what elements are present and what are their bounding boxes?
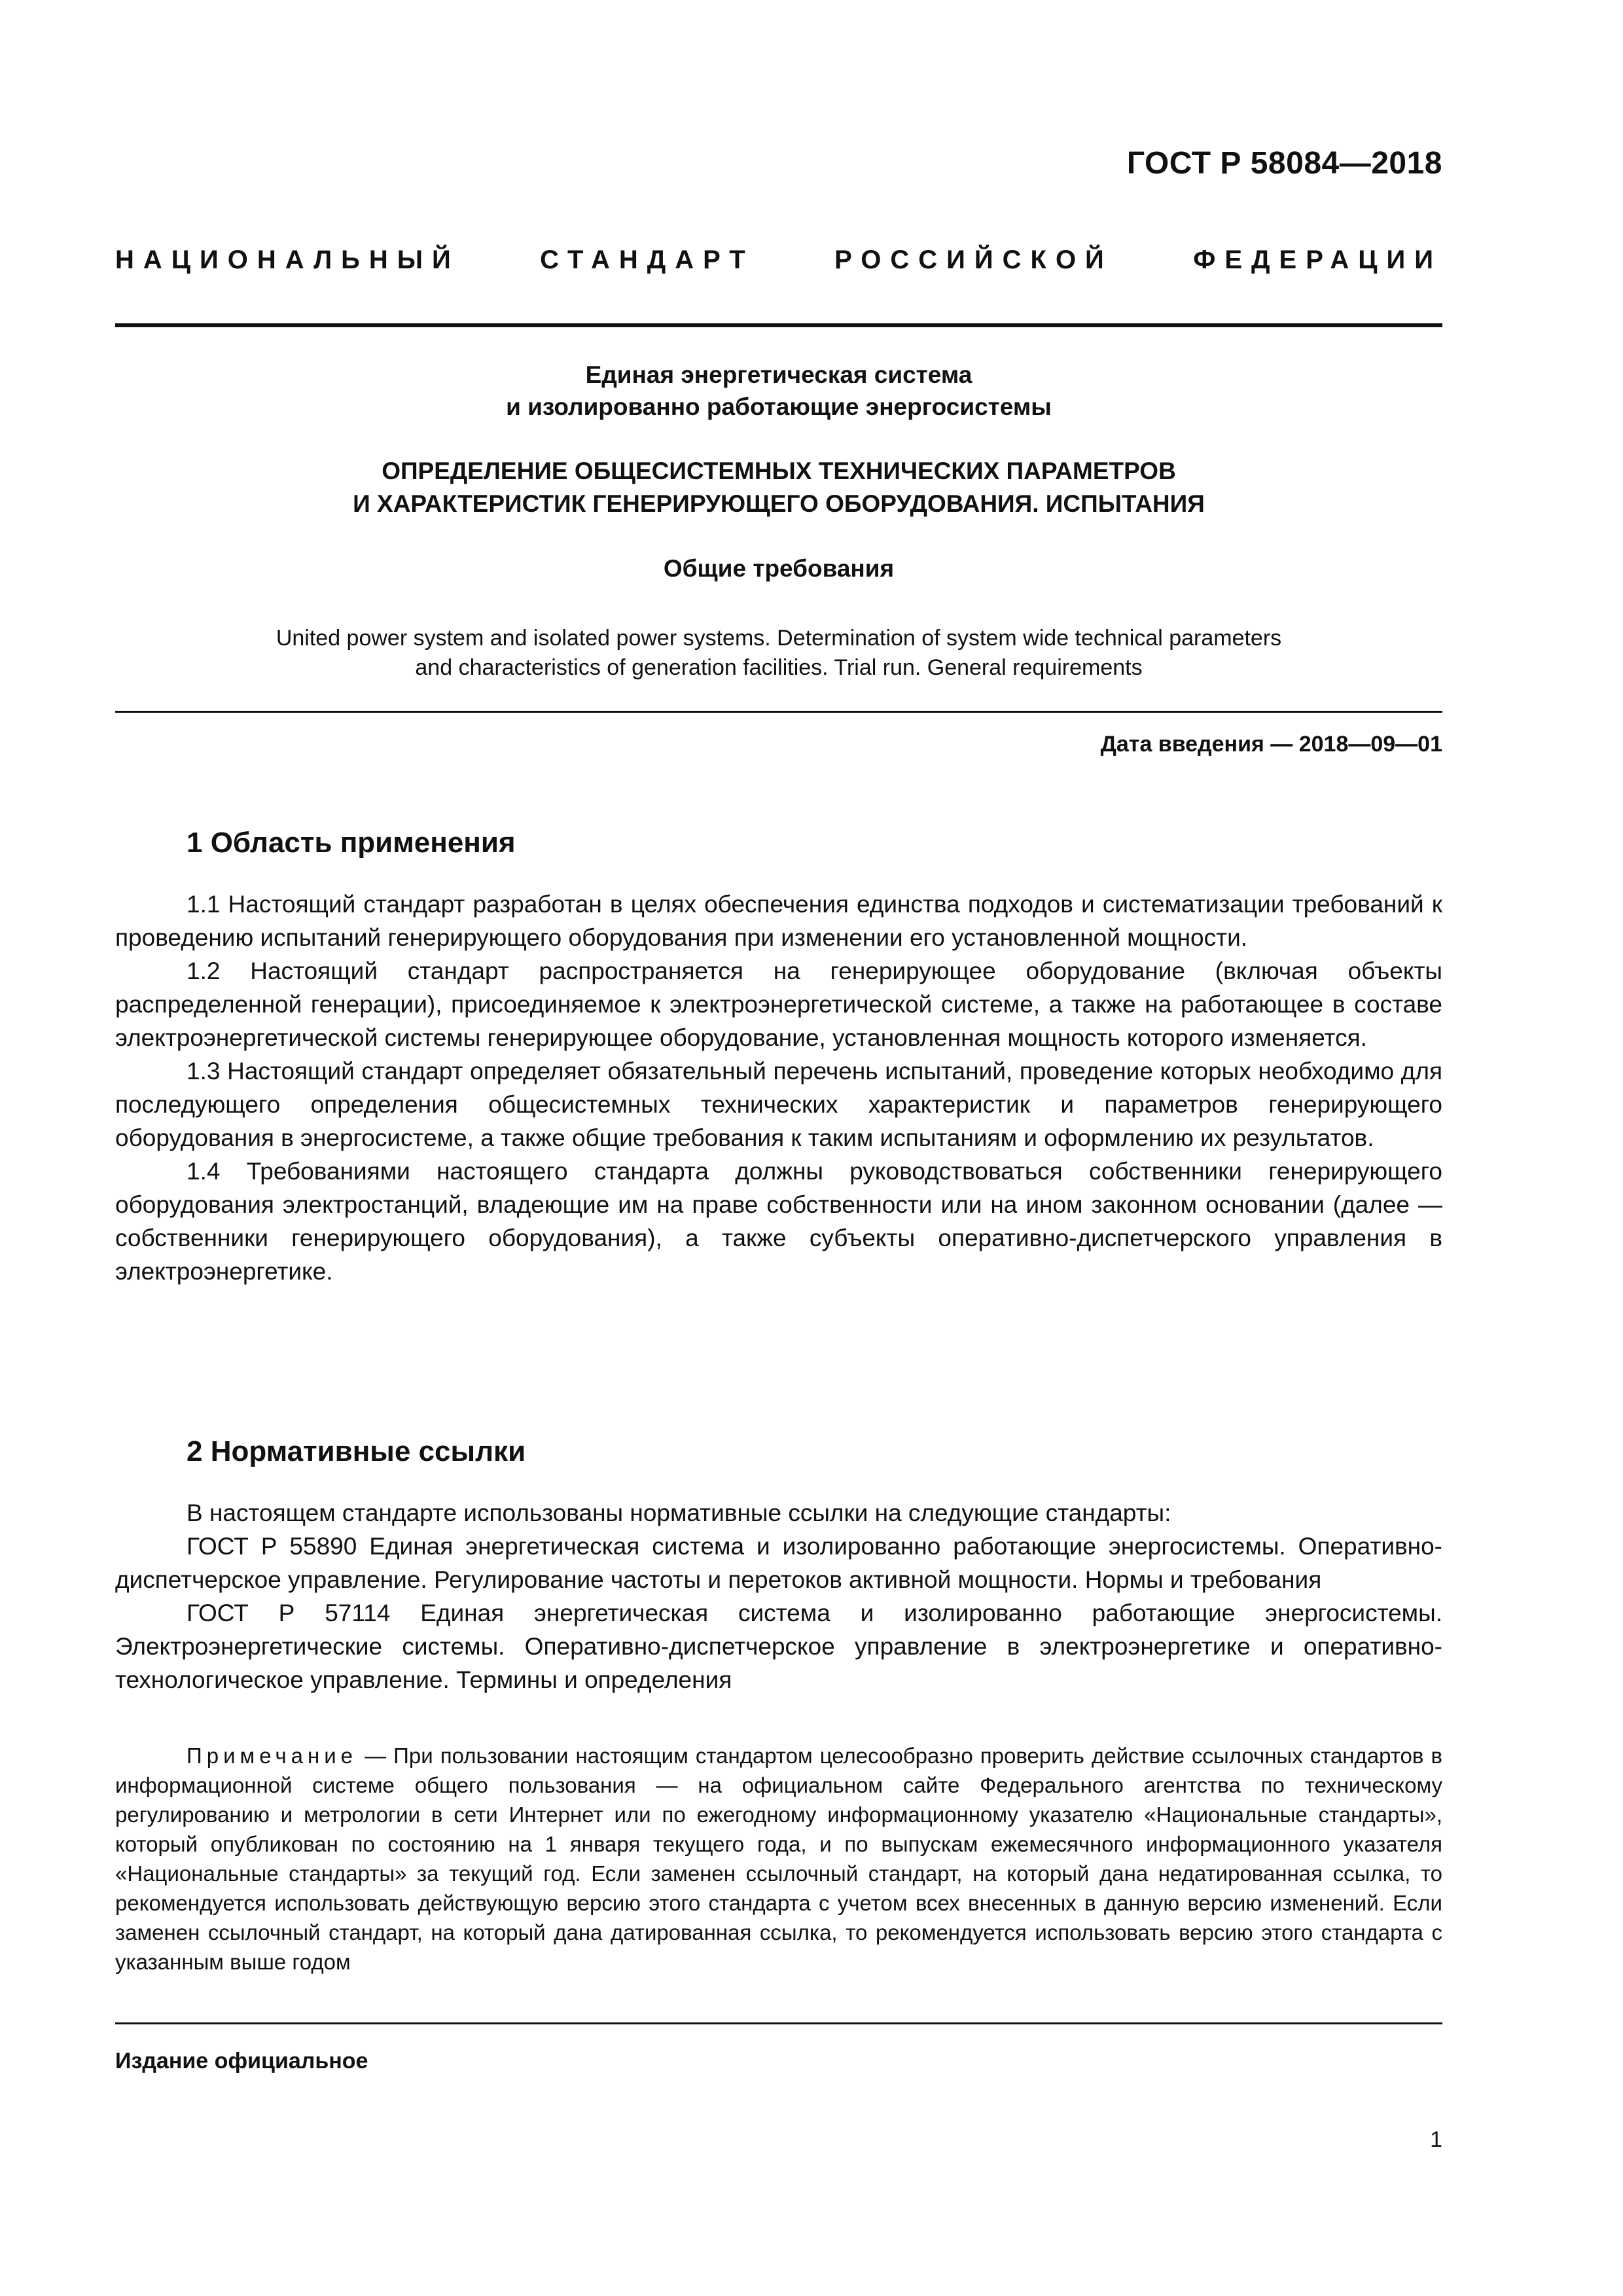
header-divider	[115, 323, 1442, 327]
note-label: Примечание	[187, 1744, 358, 1768]
paragraph: 1.4 Требованиями настоящего стандарта должны руководствоваться собственники генерирующего оборудования электростанций, владеющие им на праве собственности или на ином законном основании (далее — собственники генерирующего оборудования), а также субъекты оперативно-диспетчерского управления в электроэнергетике.	[115, 1158, 1442, 1285]
system-title	[115, 359, 1442, 423]
document-code: ГОСТ Р 58084—2018	[1126, 146, 1442, 181]
page-number: 1	[1430, 2127, 1442, 2152]
section-2-body	[115, 1496, 1442, 1696]
section-1-body	[115, 888, 1442, 1288]
paragraph: ГОСТ Р 57114 Единая энергетическая система и изолированно работающие энергосистемы. Электроэнергетические системы. Оперативно-диспетчерское управление в электроэнергетике и оперативно-технологическое управление. Термины и определения	[115, 1600, 1442, 1693]
footer-divider	[115, 2022, 1442, 2024]
introduction-date: Дата введения — 2018—09—01	[1100, 732, 1442, 757]
section-2-heading: 2 Нормативные ссылки	[187, 1435, 526, 1467]
main-title-line: И ХАРАКТЕРИСТИК ГЕНЕРИРУЮЩЕГО ОБОРУДОВАНИЯ. ИСПЫТАНИЯ	[353, 490, 1205, 517]
edition-label: Издание официальное	[115, 2049, 368, 2073]
main-title-line: ОПРЕДЕЛЕНИЕ ОБЩЕСИСТЕМНЫХ ТЕХНИЧЕСКИХ ПАРАМЕТРОВ	[382, 457, 1176, 484]
english-title-line: United power system and isolated power systems. Determination of system wide technical parameters	[276, 626, 1282, 651]
paragraph: 1.3 Настоящий стандарт определяет обязательный перечень испытаний, проведение которых необходимо для последующего определения общесистемных технических характеристик и параметров генерирующего оборудования в энергосистеме, а также общие требования к таким испытаниям и оформлению их результатов.	[115, 1058, 1442, 1151]
note-body: — При пользовании настоящим стандартом целесообразно проверить действие ссылочных стандартов в информационной системе общего пользования — на официальном сайте Федерального агентства по техническому регулированию и метрологии в сети Интернет или по ежегодному информационному указателю «Национальные стандарты», который опубликован по состоянию на 1 января текущего года, и по выпускам ежемесячного информационного указателя «Национальные стандарты» за текущий год. Если заменен ссылочный стандарт, на который дана недатированная ссылка, то рекомендуется использовать действующую версию этого стандарта с учетом всех внесенных в данную версию изменений. Если заменен ссылочный стандарт, на который дана датированная ссылка, то рекомендуется использовать версию этого стандарта с указанным выше годом	[115, 1744, 1442, 1974]
paragraph: ГОСТ Р 55890 Единая энергетическая система и изолированно работающие энергосистемы. Оперативно-диспетчерское управление. Регулирование частоты и перетоков активной мощности. Нормы и требования	[115, 1533, 1442, 1593]
main-title	[115, 455, 1442, 520]
paragraph: 1.1 Настоящий стандарт разработан в целях обеспечения единства подходов и систематизации требований к проведению испытаний генерирующего оборудования при изменении его установленной мощности.	[115, 891, 1442, 951]
system-title-line: Единая энергетическая система	[585, 361, 972, 388]
english-title-line: and characteristics of generation facilities. Trial run. General requirements	[415, 655, 1143, 680]
national-standard-heading: НАЦИОНАЛЬНЫЙ СТАНДАРТ РОССИЙСКОЙ ФЕДЕРАЦИИ	[115, 245, 1442, 274]
paragraph: 1.2 Настоящий стандарт распространяется на генерирующее оборудование (включая объекты распределенной генерации), присоединяемое к электроэнергетической системе, а также на работающее в составе электроэнергетической системы генерирующее оборудование, установленная мощность которого изменяется.	[115, 958, 1442, 1051]
section-1-heading: 1 Область применения	[187, 827, 516, 859]
note	[115, 1741, 1442, 1977]
english-title	[115, 624, 1442, 683]
paragraph: В настоящем стандарте использованы нормативные ссылки на следующие стандарты:	[187, 1499, 1171, 1526]
general-requirements-title: Общие требования	[663, 555, 895, 582]
title-divider	[115, 711, 1442, 713]
system-title-line: и изолированно работающие энергосистемы	[506, 393, 1052, 420]
